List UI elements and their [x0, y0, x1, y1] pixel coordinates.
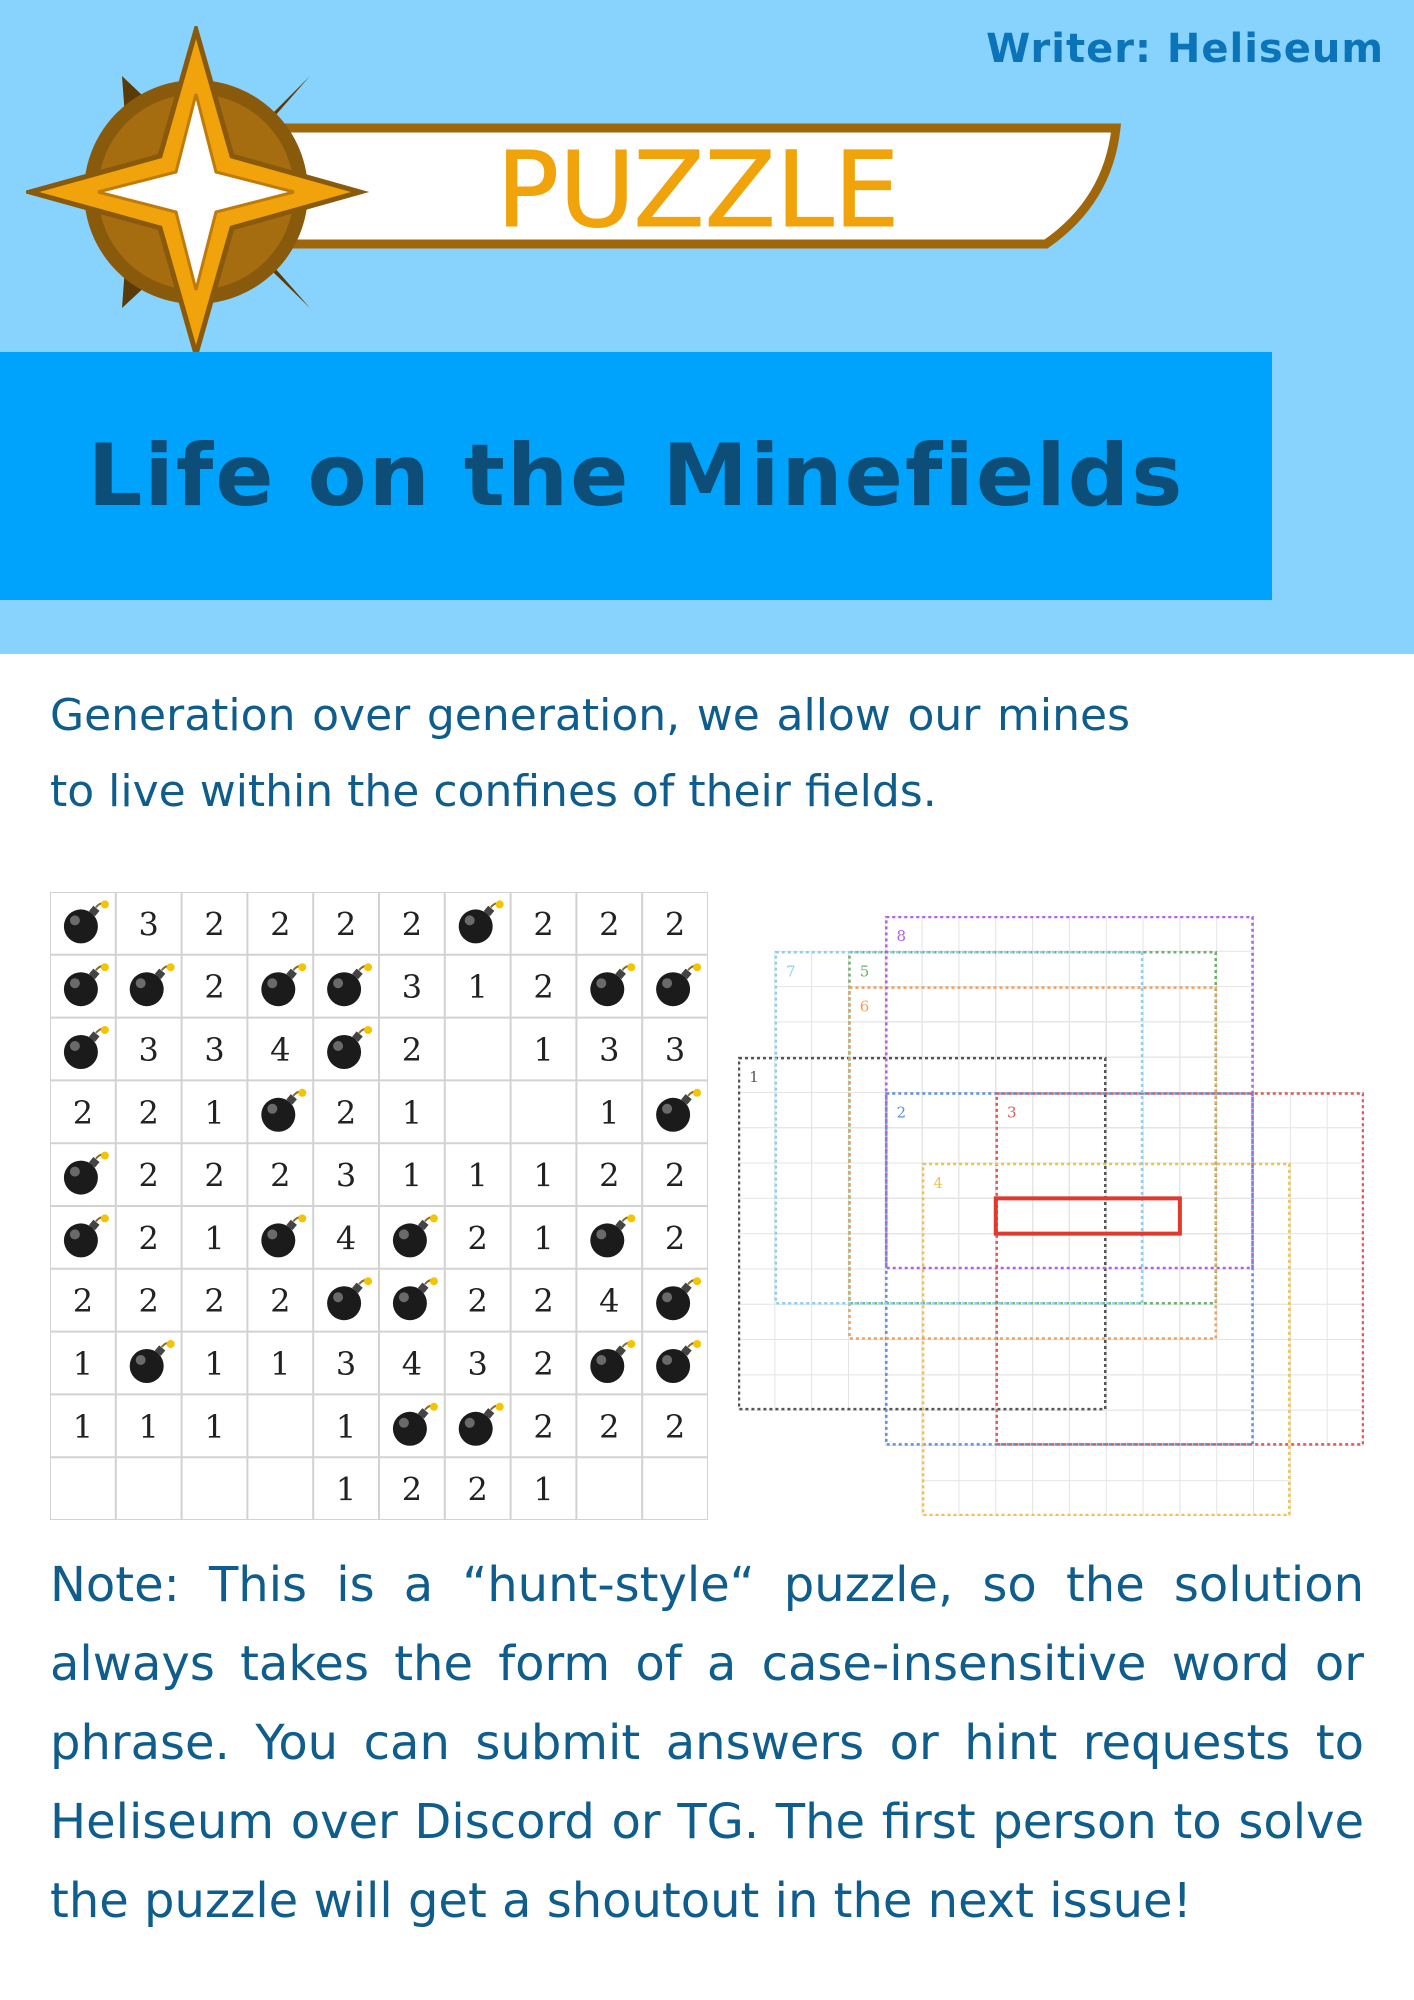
grid-cell — [393, 1277, 438, 1320]
grid-cell — [599, 1157, 619, 1195]
grid-cell — [204, 1157, 224, 1195]
intro-text: Generation over generation, we allow our mines to live within the confines of their fields. — [50, 690, 1130, 817]
bomb-icon — [130, 963, 175, 1006]
page-title: Life on the Minefields — [87, 426, 1185, 526]
grid-cell — [73, 1345, 93, 1383]
grid-cell — [402, 1157, 422, 1195]
grid-cell — [336, 905, 356, 943]
grid-cell — [204, 968, 224, 1006]
cell-number: 1 — [204, 1093, 225, 1132]
cell-number: 2 — [664, 905, 686, 944]
grid-cell — [327, 1277, 372, 1320]
cell-number: 4 — [335, 1219, 357, 1258]
grid-cell — [599, 1282, 619, 1320]
field-label: 3 — [1006, 1103, 1017, 1122]
grid-cell — [665, 1031, 685, 1069]
cell-number: 2 — [204, 1156, 225, 1195]
cell-number: 2 — [664, 1219, 686, 1258]
cell-number: 3 — [467, 1345, 488, 1383]
grid-cell — [270, 1157, 290, 1195]
grid-cell — [327, 963, 372, 1006]
cell-number: 1 — [467, 1156, 488, 1195]
cell-number: 3 — [204, 1031, 225, 1069]
grid-cell — [139, 1031, 159, 1069]
grid-cell — [599, 1408, 619, 1446]
grid-cell — [656, 963, 701, 1006]
title-band — [0, 352, 1272, 600]
cell-number: 2 — [533, 1407, 554, 1446]
grid-cell — [665, 905, 685, 943]
cell-number: 2 — [533, 905, 554, 944]
bomb-icon — [393, 1403, 438, 1446]
bomb-icon — [261, 963, 306, 1006]
compass-star-icon — [30, 30, 360, 354]
cell-number: 2 — [138, 1282, 159, 1321]
puzzle-emblem — [26, 26, 1126, 356]
grid-cell — [533, 1408, 553, 1446]
grid-cell — [73, 1282, 93, 1320]
grid-cell — [130, 1340, 175, 1383]
cell-number: 1 — [72, 1345, 94, 1383]
grid-cell — [270, 1031, 290, 1069]
cell-number: 2 — [533, 1345, 554, 1383]
grid-cell — [533, 1345, 553, 1383]
grid-cell — [204, 1408, 224, 1446]
cell-number: 2 — [664, 1156, 686, 1195]
answer-highlight-box — [996, 1198, 1180, 1233]
cell-number: 2 — [533, 1282, 554, 1321]
grid-cell — [139, 1157, 159, 1195]
cell-number: 3 — [138, 1031, 159, 1069]
cell-number: 2 — [467, 1470, 488, 1509]
bomb-icon — [64, 1152, 109, 1195]
cell-number: 1 — [335, 1470, 357, 1509]
cell-number: 1 — [401, 1156, 423, 1195]
grid-cell — [139, 1094, 159, 1132]
field-label: 2 — [896, 1103, 907, 1122]
field-label: 4 — [933, 1174, 943, 1193]
field-label: 6 — [859, 997, 870, 1016]
cell-number: 2 — [270, 1282, 291, 1321]
grid-cell — [204, 1031, 224, 1069]
grid-cell — [204, 1282, 224, 1320]
cell-number: 4 — [270, 1031, 291, 1069]
grid-cell — [533, 1157, 553, 1195]
region-cells — [738, 916, 1364, 1516]
cell-number: 3 — [401, 968, 423, 1007]
grid-cell — [459, 900, 504, 943]
cell-number: 2 — [72, 1282, 94, 1321]
grid-cell — [270, 1345, 290, 1383]
grid-cell — [336, 1157, 356, 1195]
cell-number: 1 — [401, 1093, 423, 1132]
cell-number: 2 — [138, 1219, 159, 1258]
bomb-icon — [656, 1340, 701, 1383]
grid-cell — [468, 1157, 488, 1195]
cell-number: 1 — [72, 1407, 94, 1446]
grid-cell — [336, 1345, 356, 1383]
cell-number: 2 — [72, 1093, 94, 1132]
bomb-icon — [327, 1026, 372, 1069]
grid-cell — [270, 905, 290, 943]
bomb-icon — [590, 963, 635, 1006]
grid-cell — [204, 905, 224, 943]
cell-number: 2 — [401, 905, 423, 944]
cell-number: 1 — [533, 1031, 554, 1069]
grid-cell — [590, 1340, 635, 1383]
minefield-regions-diagram — [738, 916, 1364, 1516]
cell-number: 2 — [335, 905, 357, 944]
bomb-icon — [459, 1403, 504, 1446]
grid-cell — [468, 1282, 488, 1320]
grid-cell — [139, 905, 159, 943]
cell-number: 3 — [664, 1031, 686, 1069]
grid-cell — [204, 1345, 224, 1383]
grid-cell — [73, 1094, 93, 1132]
cell-number: 2 — [204, 968, 225, 1007]
grid-cell — [533, 1471, 553, 1509]
note-text: Note: This is a “hunt-style“ puzzle, so the solution always takes the form of a case-insensitive word or phrase. You can submit answers or hint requests to Heliseum over Discord or TG. The first person to solve the puzzle will get a shoutout in the next issue! — [50, 1557, 1364, 1929]
grid-cell — [393, 1403, 438, 1446]
bomb-icon — [64, 1026, 109, 1069]
bomb-icon — [656, 963, 701, 1006]
grid-cell — [402, 1345, 422, 1383]
cell-number: 2 — [138, 1093, 159, 1132]
grid-cell — [139, 1282, 159, 1320]
bomb-icon — [393, 1277, 438, 1320]
bomb-icon — [64, 1214, 109, 1257]
cell-number: 2 — [401, 1031, 423, 1069]
grid-cell — [139, 1219, 159, 1257]
cell-number: 1 — [204, 1407, 225, 1446]
bomb-icon — [459, 900, 504, 943]
cell-number: 2 — [138, 1156, 159, 1195]
cell-number: 2 — [270, 905, 291, 944]
cell-number: 2 — [204, 905, 225, 944]
grid-cell — [656, 1277, 701, 1320]
cell-number: 2 — [401, 1470, 423, 1509]
banner-label: PUZZLE — [496, 129, 900, 251]
bomb-icon — [656, 1277, 701, 1320]
grid-cell — [336, 1094, 356, 1132]
cell-number: 1 — [204, 1219, 225, 1258]
grid-cell — [336, 1408, 356, 1446]
minesweeper-grid — [50, 892, 708, 1520]
cell-number: 3 — [335, 1345, 357, 1383]
grid-cell — [533, 1031, 553, 1069]
grid-cell — [64, 1152, 109, 1195]
grid-cell — [599, 1094, 619, 1132]
grid-cell — [468, 968, 488, 1006]
cell-number: 4 — [599, 1282, 620, 1321]
field-label: 7 — [786, 962, 796, 981]
bomb-icon — [656, 1089, 701, 1132]
cell-number: 2 — [335, 1093, 357, 1132]
cell-number: 2 — [467, 1282, 488, 1321]
grid-cell — [533, 968, 553, 1006]
field-label: 8 — [896, 927, 907, 945]
cell-number: 2 — [467, 1219, 488, 1258]
grid-cell — [599, 905, 619, 943]
cell-number: 1 — [533, 1219, 554, 1258]
grid-cell — [590, 963, 635, 1006]
cell-number: 4 — [401, 1345, 423, 1383]
grid-cell — [270, 1282, 290, 1320]
cell-number: 1 — [533, 1156, 554, 1195]
grid-cell — [468, 1219, 488, 1257]
grid-cell — [130, 963, 175, 1006]
cell-number: 2 — [270, 1156, 291, 1195]
grid-cell — [204, 1219, 224, 1257]
grid-cell — [261, 1214, 306, 1257]
cell-number: 1 — [467, 968, 488, 1007]
grid-cell — [656, 1089, 701, 1132]
grid-cell — [64, 900, 109, 943]
grid-cell — [533, 905, 553, 943]
cell-number: 2 — [204, 1282, 225, 1321]
field-label: 5 — [859, 962, 870, 981]
bomb-icon — [261, 1214, 306, 1257]
grid-cell — [590, 1214, 635, 1257]
grid-cell — [533, 1282, 553, 1320]
grid-cell — [665, 1408, 685, 1446]
cell-number: 1 — [138, 1407, 159, 1446]
bomb-icon — [130, 1340, 175, 1383]
grid-cell — [73, 1408, 93, 1446]
cell-number: 1 — [204, 1345, 225, 1383]
grid-cell — [656, 1340, 701, 1383]
writer-credit: Writer: Heliseum — [986, 26, 1384, 72]
grid-cell — [64, 1214, 109, 1257]
grid-cell — [459, 1403, 504, 1446]
bomb-icon — [393, 1214, 438, 1257]
grid-cell — [665, 1219, 685, 1257]
grid-cell — [402, 905, 422, 943]
cell-number: 3 — [335, 1156, 357, 1195]
cell-number: 2 — [533, 968, 554, 1007]
bomb-icon — [327, 1277, 372, 1320]
cell-number: 1 — [533, 1470, 554, 1509]
grid-cell — [402, 1471, 422, 1509]
field-label: 1 — [749, 1068, 759, 1087]
grid-cell — [261, 1089, 306, 1132]
header — [0, 0, 1414, 654]
grid-cell — [64, 963, 109, 1006]
grid-cell — [402, 1094, 422, 1132]
grid-cell — [468, 1345, 488, 1383]
cell-number: 2 — [599, 1407, 620, 1446]
cell-number: 3 — [138, 905, 159, 944]
bomb-icon — [327, 963, 372, 1006]
grid-cell — [261, 963, 306, 1006]
bomb-icon — [261, 1089, 306, 1132]
bomb-icon — [64, 963, 109, 1006]
cell-number: 2 — [599, 905, 620, 944]
grid-cell — [393, 1214, 438, 1257]
cell-number: 2 — [599, 1156, 620, 1195]
grid-cell — [327, 1026, 372, 1069]
bomb-icon — [64, 900, 109, 943]
grid-cell — [599, 1031, 619, 1069]
cell-number: 3 — [599, 1031, 620, 1069]
cell-number: 2 — [664, 1407, 686, 1446]
cell-number: 1 — [599, 1093, 620, 1132]
grid-cell — [336, 1219, 356, 1257]
grid-cell — [139, 1408, 159, 1446]
grid-cell — [204, 1094, 224, 1132]
grid-cell — [402, 968, 422, 1006]
grid-cell — [402, 1031, 422, 1069]
bomb-icon — [590, 1214, 635, 1257]
grid-cell — [64, 1026, 109, 1069]
bomb-icon — [590, 1340, 635, 1383]
grid-cell — [665, 1157, 685, 1195]
cell-number: 1 — [270, 1345, 291, 1383]
grid-cell — [468, 1471, 488, 1509]
cell-number: 1 — [335, 1407, 357, 1446]
grid-cell — [533, 1219, 553, 1257]
grid-cell — [336, 1471, 356, 1509]
